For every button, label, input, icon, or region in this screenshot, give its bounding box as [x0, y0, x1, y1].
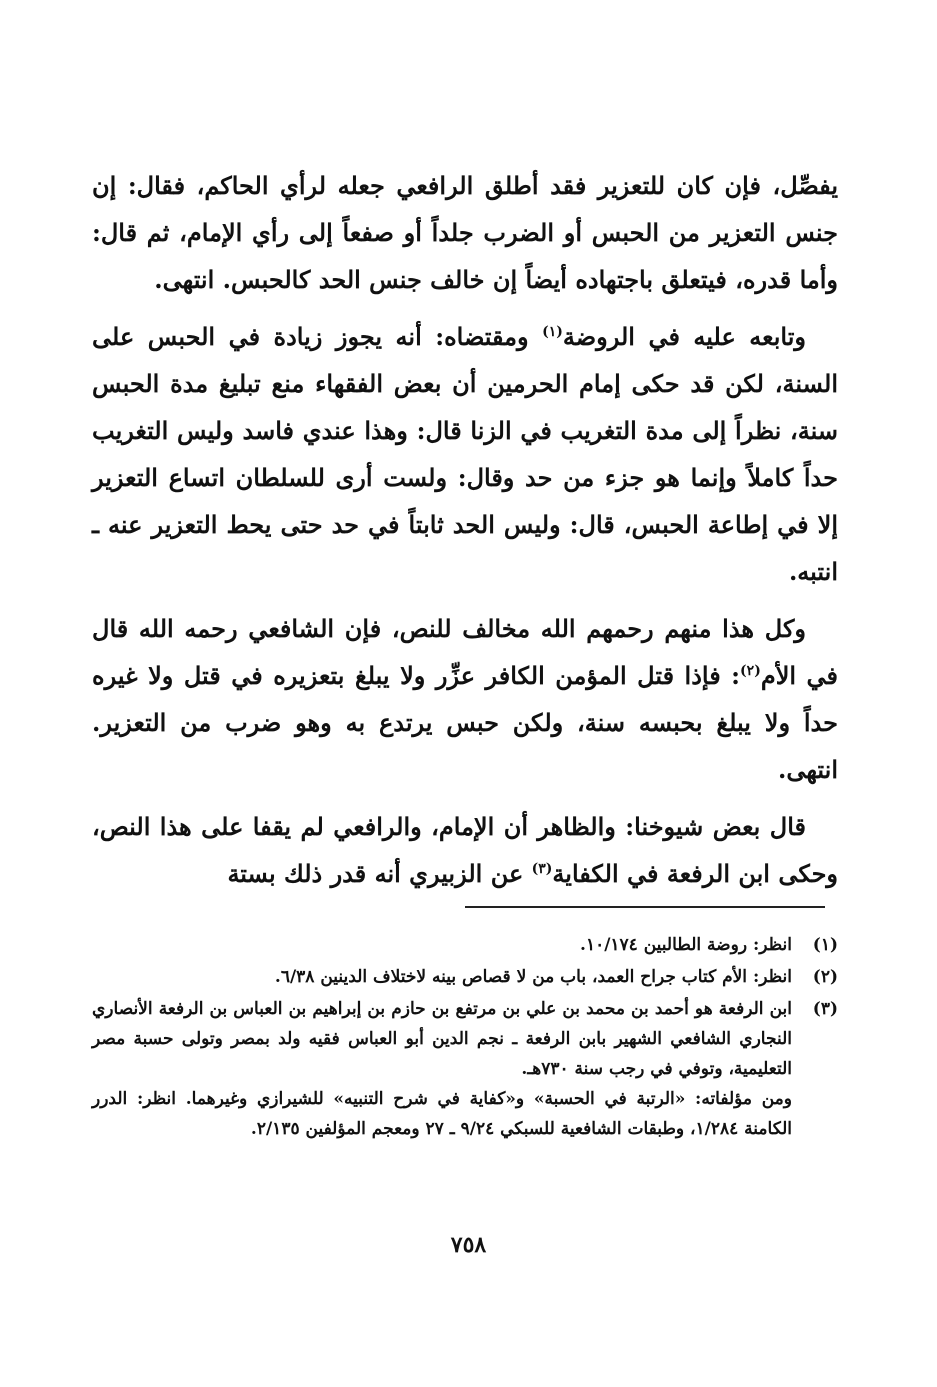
footnotes-section — [92, 930, 838, 1146]
footnote-ref-3[interactable]: (٣) — [531, 861, 553, 877]
paragraph-3-text-b: : فإذا قتل المؤمن الكافر عزِّر ولا يبلغ بتعزيره في قتل ولا غيره حداً ولا يبلغ بحبسه سنة، ولكن حبس يرتدع به وهو ضرب من التعزير. انتهى. — [92, 661, 838, 784]
paragraph-4-text-b: عن الزبيري أنه قدر ذلك بستة — [227, 859, 532, 888]
paragraph-2-text-a: وتابعه عليه في الروضة — [562, 322, 807, 351]
footnote-2-number: (٢) — [812, 967, 838, 987]
footnote-ref-2[interactable]: (٢) — [740, 663, 761, 679]
paragraph-3 — [92, 605, 838, 793]
footnote-3 — [92, 994, 838, 1144]
paragraph-2 — [92, 313, 838, 595]
footnote-1-text: انظر: روضة الطالبين ١٠/١٧٤. — [580, 935, 792, 955]
footnote-3-text: ابن الرفعة هو أحمد بن محمد بن علي بن مرتفع بن حازم بن إبراهيم بن العباس بن الرفعة الأنصاري النجاري الشافعي الشهير بابن الرفعة ـ نجم الدين أبو العباس فقيه ولد بمصر وتولى حسبة مصر التعليمية، وتوفي في رجب سنة ٧٣٠هـ. — [92, 999, 792, 1079]
footnote-2-text: انظر: الأم كتاب جراح العمد، باب من لا قصاص بينه لاختلاف الدينين ٦/٣٨. — [274, 967, 792, 987]
page-number: ٧٥٨ — [450, 1232, 487, 1258]
footnote-1 — [92, 930, 838, 960]
main-text — [92, 162, 838, 907]
footnote-1-body — [92, 930, 792, 960]
paragraph-3-text-a: وكل هذا منهم رحمهم الله مخالف للنص، فإن الشافعي رحمه الله قال في الأم — [92, 614, 839, 690]
paragraph-4 — [92, 803, 838, 897]
footnote-divider — [465, 906, 825, 908]
footnote-1-number: (١) — [812, 935, 838, 955]
footnote-2 — [92, 962, 838, 992]
footnote-3-text-continued: ومن مؤلفاته: «الرتبة في الحسبة» و«كفاية في شرح التنبيه» للشيرازي وغيرهما. انظر: الدرر الكامنة ١/٢٨٤، وطبقات الشافعية للسبكي ٩/٢٤ ـ ٢٧ ومعجم المؤلفين ٢/١٣٥. — [92, 1089, 792, 1139]
footnote-3-body — [92, 994, 792, 1144]
footnote-ref-1[interactable]: (١) — [542, 324, 563, 340]
footnote-3-number: (٣) — [812, 999, 838, 1019]
paragraph-2-text-b: ومقتضاه: أنه يجوز زيادة في الحبس على السنة، لكن قد حكى إمام الحرمين أن بعض الفقهاء منع تبليغ مدة الحبس سنة، نظراً إلى مدة التغريب في الزنا قال: وهذا عندي فاسد وليس التغريب حداً كاملاً وإنما هو جزء من حد وقال: ولست أرى للسلطان اتساع التعزير إلا في إطاعة الحبس، قال: وليس الحد ثابتاً في حد حتى يحط التعزير عنه ـ انتبه. — [92, 322, 838, 586]
paragraph-4-text-a: قال بعض شيوخنا: والظاهر أن الإمام، والرافعي لم يقفا على هذا النص، وحكى ابن الرفعة في الكفاية — [92, 812, 838, 888]
footnote-2-body — [92, 962, 792, 992]
paragraph-1-text: يفصِّل، فإن كان للتعزير فقد أطلق الرافعي جعله لرأي الحاكم، فقال: إن جنس التعزير من الحبس أو الضرب جلداً أو صفعاً إلى رأي الإمام، ثم قال: وأما قدره، فيتعلق باجتهاده أيضاً إن خالف جنس الحد كالحبس. انتهى. — [92, 171, 838, 294]
paragraph-1 — [92, 162, 838, 303]
